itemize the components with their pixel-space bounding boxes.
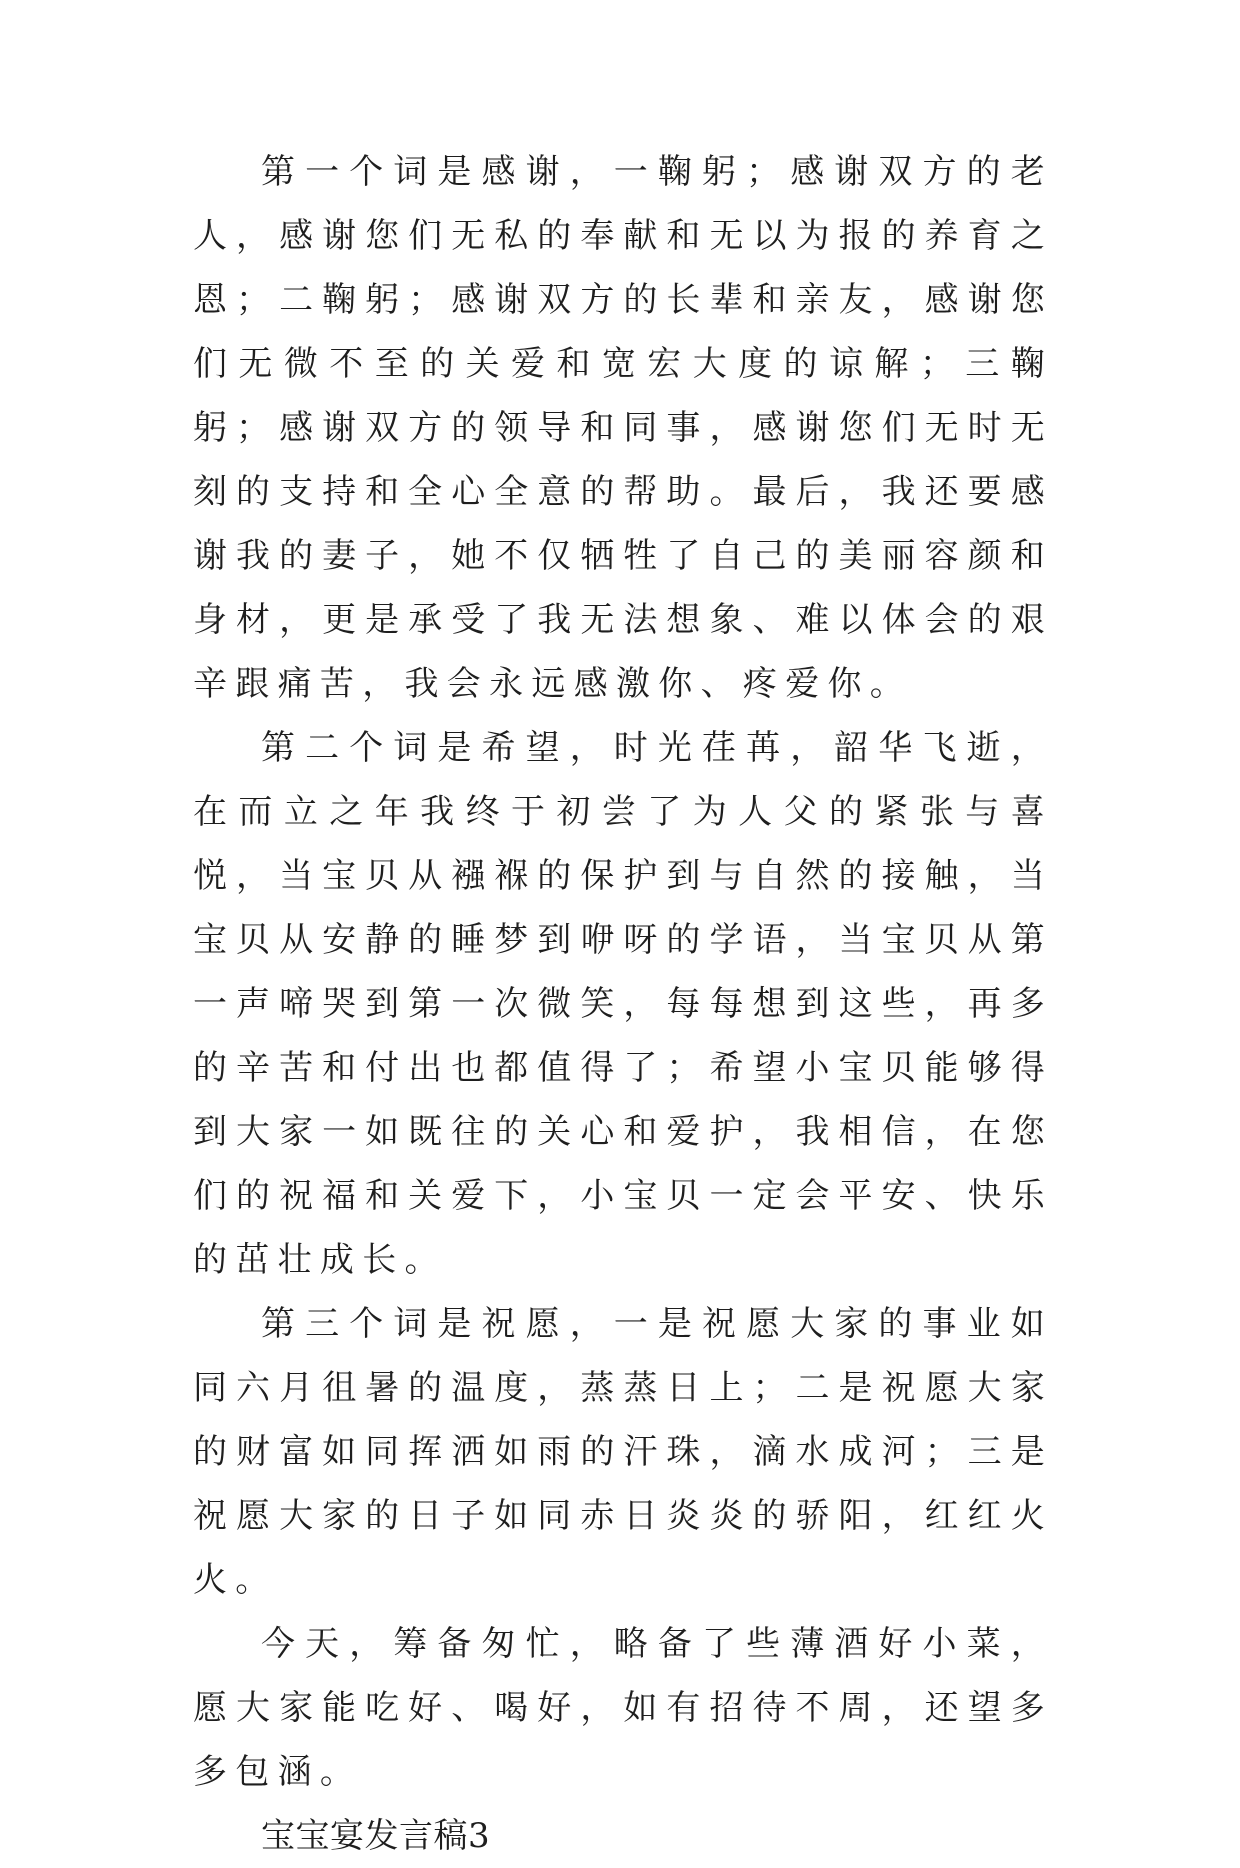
paragraph-thanks: 第一个词是感谢，一鞠躬；感谢双方的老人，感谢您们无私的奉献和无以为报的养育之恩；二鞠躬；感谢双方的长辈和亲友，感谢您们无微不至的关爱和宽宏大度的谅解；三鞠躬；感谢双方的领导和同事，感谢您们无时无刻的支持和全心全意的帮助。最后，我还要感谢我的妻子，她不仅牺牲了自己的美丽容颜和身材，更是承受了我无法想象、难以体会的艰辛跟痛苦，我会永远感激你、疼爱你。 (193, 152, 1053, 704)
document-body (193, 140, 1053, 1868)
paragraph-wishes: 第三个词是祝愿，一是祝愿大家的事业如同六月徂暑的温度，蒸蒸日上；二是祝愿大家的财富如同挥洒如雨的汗珠，滴水成河；三是祝愿大家的日子如同赤日炎炎的骄阳，红红火火。 (193, 1304, 1053, 1600)
section-heading: 宝宝宴发言稿3 (261, 1816, 491, 1856)
paragraph-hope: 第二个词是希望，时光荏苒，韶华飞逝，在而立之年我终于初尝了为人父的紧张与喜悦，当宝贝从襁褓的保护到与自然的接触，当宝贝从安静的睡梦到咿呀的学语，当宝贝从第一声啼哭到第一次微笑，每每想到这些，再多的辛苦和付出也都值得了；希望小宝贝能够得到大家一如既往的关心和爱护，我相信，在您们的祝福和关爱下，小宝贝一定会平安、快乐的茁壮成长。 (193, 728, 1053, 1280)
paragraph-closing: 今天，筹备匆忙，略备了些薄酒好小菜，愿大家能吃好、喝好，如有招待不周，还望多多包涵。 (193, 1624, 1053, 1792)
